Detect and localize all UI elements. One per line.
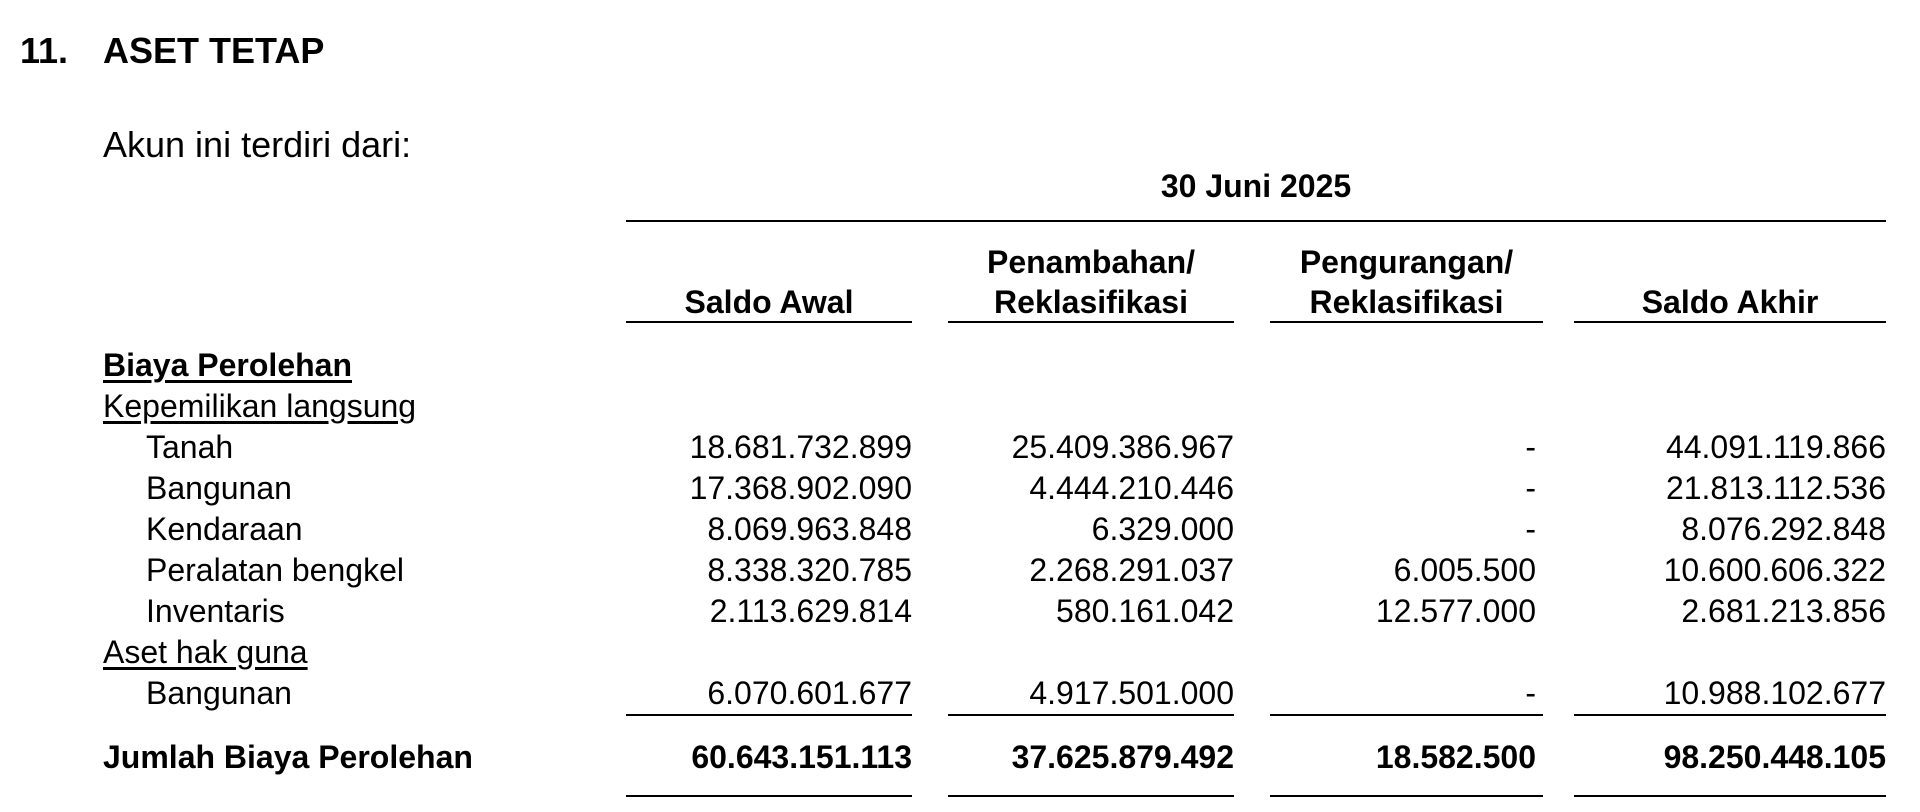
cell-penambahan: 4.444.210.446 <box>1029 470 1234 506</box>
column-header-underline <box>948 321 1234 323</box>
cell-saldo-awal: 2.113.629.814 <box>709 593 912 629</box>
cell-saldo-akhir: 8.076.292.848 <box>1681 511 1886 547</box>
column-header-penambahan <box>948 242 1234 322</box>
cell-pengurangan: 12.577.000 <box>1375 593 1536 629</box>
column-header-saldo-akhir <box>1574 242 1886 322</box>
cell-saldo-awal: 17.368.902.090 <box>689 470 912 506</box>
cell-saldo-akhir: 2.681.213.856 <box>1681 593 1886 629</box>
column-header-saldo-awal <box>626 242 912 322</box>
subtotal-underline <box>948 714 1234 716</box>
column-header-underline <box>1270 321 1543 323</box>
cell-saldo-akhir: 21.813.112.536 <box>1665 470 1886 506</box>
section-label-biaya-perolehan: Biaya Perolehan <box>103 347 352 383</box>
column-header-line1: Pengurangan/ <box>1299 244 1514 280</box>
total-penambahan: 37.625.879.492 <box>1011 739 1234 775</box>
cell-saldo-awal: 8.338.320.785 <box>707 552 912 588</box>
cell-penambahan: 25.409.386.967 <box>1011 429 1234 465</box>
column-header-line2: Saldo Akhir <box>1641 284 1819 320</box>
row-label: Peralatan bengkel <box>146 552 404 588</box>
column-header-underline <box>1574 321 1886 323</box>
section-number: 11. <box>20 30 69 71</box>
total-pengurangan: 18.582.500 <box>1375 739 1536 775</box>
cell-saldo-awal: 8.069.963.848 <box>707 511 912 547</box>
cell-penambahan: 580.161.042 <box>1056 593 1234 629</box>
cell-pengurangan: 6.005.500 <box>1393 552 1536 588</box>
column-header-line2: Reklasifikasi <box>994 284 1188 320</box>
column-header-underline <box>626 321 912 323</box>
total-underline <box>1270 795 1543 797</box>
column-header-line1: Penambahan/ <box>986 244 1196 280</box>
subtotal-underline <box>1574 714 1886 716</box>
column-header-pengurangan <box>1270 242 1543 322</box>
column-header-line1 <box>1574 242 1886 282</box>
cell-saldo-akhir: 44.091.119.866 <box>1665 429 1886 465</box>
total-saldo-awal: 60.643.151.113 <box>691 739 912 775</box>
cell-saldo-akhir: 10.600.606.322 <box>1663 552 1886 588</box>
row-label: Inventaris <box>146 593 285 629</box>
total-saldo-akhir: 98.250.448.105 <box>1663 739 1886 775</box>
subtotal-underline <box>1270 714 1543 716</box>
cell-pengurangan: - <box>1525 675 1536 711</box>
subsection-label-kepemilikan-langsung: Kepemilikan langsung <box>103 388 417 424</box>
cell-pengurangan: - <box>1525 511 1536 547</box>
total-underline <box>948 795 1234 797</box>
cell-saldo-akhir: 10.988.102.677 <box>1663 675 1886 711</box>
cell-pengurangan: - <box>1525 470 1536 506</box>
subtotal-underline <box>626 714 912 716</box>
total-underline <box>1574 795 1886 797</box>
cell-penambahan: 4.917.501.000 <box>1029 675 1234 711</box>
subsection-label-aset-hak-guna: Aset hak guna <box>103 634 308 670</box>
row-label: Bangunan <box>146 470 292 506</box>
row-label: Kendaraan <box>146 511 303 547</box>
intro-text: Akun ini terdiri dari: <box>103 124 412 165</box>
total-label: Jumlah Biaya Perolehan <box>103 739 473 775</box>
section-title: ASET TETAP <box>103 30 325 71</box>
cell-saldo-awal: 18.681.732.899 <box>689 429 912 465</box>
row-label: Bangunan <box>146 675 292 711</box>
cell-pengurangan: - <box>1525 429 1536 465</box>
period-header: 30 Juni 2025 <box>1160 168 1352 204</box>
column-header-line2: Reklasifikasi <box>1309 284 1504 320</box>
cell-saldo-awal: 6.070.601.677 <box>707 675 912 711</box>
total-underline <box>626 795 912 797</box>
column-header-line1 <box>626 242 912 282</box>
cell-penambahan: 2.268.291.037 <box>1029 552 1234 588</box>
period-underline <box>626 220 1886 222</box>
row-label: Tanah <box>146 429 234 465</box>
cell-penambahan: 6.329.000 <box>1091 511 1234 547</box>
column-header-line2: Saldo Awal <box>684 284 854 320</box>
